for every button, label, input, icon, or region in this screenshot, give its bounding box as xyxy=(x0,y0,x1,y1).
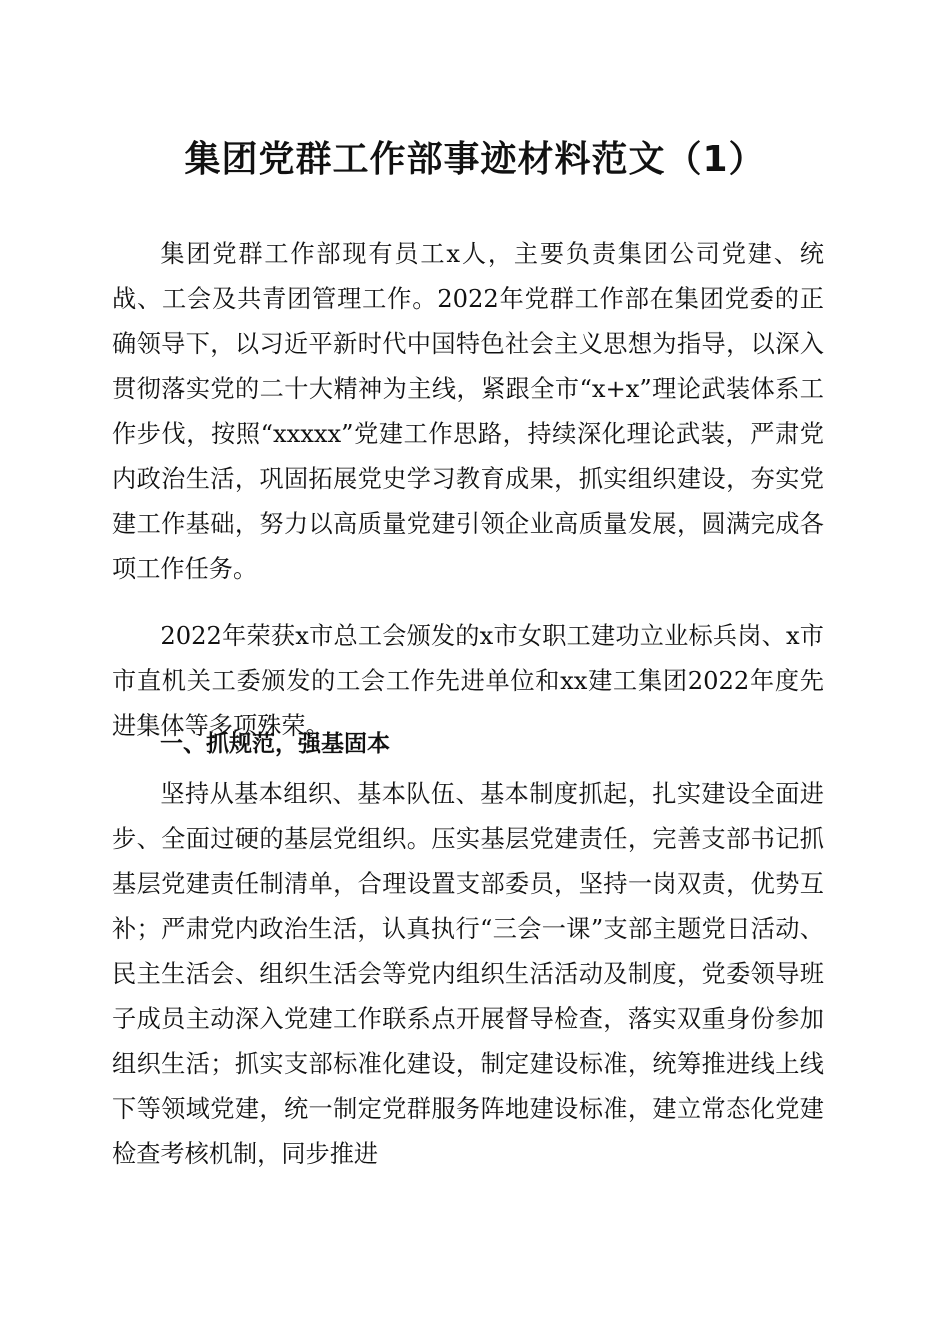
honors-paragraph: 2022年荣获x市总工会颁发的x市女职工建功立业标兵岗、x市市直机关工委颁发的工会工作先进单位和xx建工集团2022年度先进集体等多项殊荣。 xyxy=(112,622,824,740)
document-title: 集团党群工作部事迹材料范文（1） xyxy=(184,139,766,180)
section-heading: 一、抓规范，强基固本 xyxy=(160,731,390,757)
intro-paragraph: 集团党群工作部现有员工x人，主要负责集团公司党建、统战、工会及共青团管理工作。2022年党群工作部在集团党委的正确领导下，以习近平新时代中国特色社会主义思想为指导，以深入贯彻落实党的二十大精神为主线，紧跟全市“x+x”理论武装体系工作步伐，按照“xxxxx”党建工作思路，持续深化理论武装，严肃党内政治生活，巩固拓展党史学习教育成果，抓实组织建设，夯实党建工作基础，努力以高质量党建引领企业高质量发展，圆满完成各项工作任务。 xyxy=(112,240,824,583)
section-paragraph: 坚持从基本组织、基本队伍、基本制度抓起，扎实建设全面进步、全面过硬的基层党组织。压实基层党建责任，完善支部书记抓基层党建责任制清单，合理设置支部委员，坚持一岗双责，优势互补；严肃党内政治生活，认真执行“三会一课”支部主题党日活动、民主生活会、组织生活会等党内组织生活活动及制度，党委领导班子成员主动深入党建工作联系点开展督导检查，落实双重身份参加组织生活；抓实支部标准化建设，制定建设标准，统筹推进线上线下等领域党建，统一制定党群服务阵地建设标准，建立常态化党建检查考核机制，同步推进 xyxy=(112,780,824,1168)
